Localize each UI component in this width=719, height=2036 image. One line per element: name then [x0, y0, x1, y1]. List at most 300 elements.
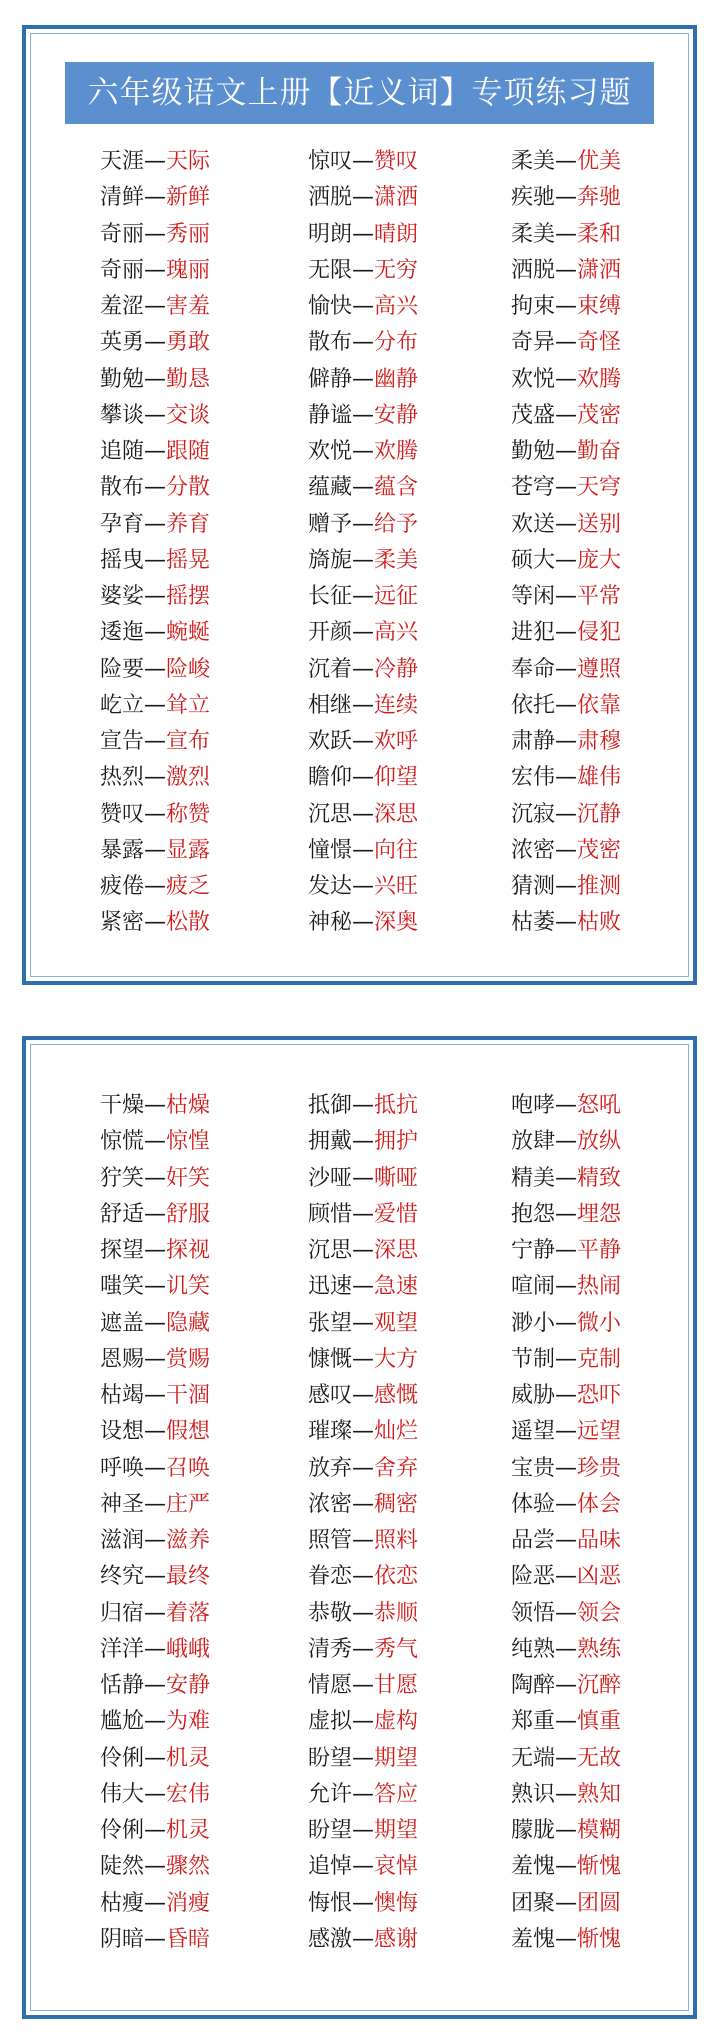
- synonym-answer: 惭愧: [577, 1926, 622, 1952]
- word-row: [26, 1306, 693, 1342]
- synonym-answer: 团圆: [577, 1890, 622, 1916]
- dash-separator: —: [144, 439, 167, 464]
- word: 虚拟: [308, 1709, 353, 1735]
- word-pair: [100, 1741, 210, 1777]
- word-pair: [511, 1849, 621, 1885]
- dash-separator: —: [352, 1745, 375, 1771]
- word: 陡然: [100, 1854, 145, 1880]
- word: 婆娑: [100, 584, 145, 609]
- word-pair: [308, 652, 418, 688]
- dash-separator: —: [555, 402, 578, 428]
- synonym-answer: 期望: [374, 1818, 419, 1843]
- word-pair: [100, 398, 210, 434]
- dash-separator: —: [144, 1201, 167, 1227]
- word-pair: [308, 1849, 418, 1885]
- word-pair: [308, 1378, 418, 1414]
- synonym-answer: 险峻: [166, 656, 211, 682]
- word: 眷恋: [308, 1564, 353, 1590]
- word: 欢送: [511, 511, 556, 537]
- word: 放肆: [511, 1129, 556, 1155]
- word-pair: [511, 362, 621, 398]
- word-pair: [511, 1922, 621, 1958]
- word-pair: [100, 1306, 210, 1342]
- synonym-answer: 远征: [374, 584, 419, 609]
- word-pair: [308, 217, 418, 253]
- dash-separator: —: [144, 1673, 167, 1698]
- word-pair: [511, 905, 621, 941]
- word-pair: [308, 1523, 418, 1559]
- word-pair: [100, 833, 210, 869]
- synonym-answer: 感慨: [374, 1383, 419, 1408]
- dash-separator: —: [555, 1419, 578, 1445]
- dash-separator: —: [144, 1528, 167, 1553]
- word: 遥望: [511, 1419, 556, 1445]
- word: 赞叹: [100, 801, 145, 827]
- dash-separator: —: [352, 1564, 375, 1590]
- synonym-answer: 依恋: [374, 1564, 419, 1590]
- word-pair: [100, 1378, 210, 1414]
- word: 照管: [308, 1528, 353, 1553]
- word-row: [26, 180, 693, 216]
- word: 依托: [511, 692, 556, 718]
- dash-separator: —: [144, 837, 167, 863]
- synonym-answer: 天际: [166, 149, 211, 174]
- dash-separator: —: [352, 366, 375, 392]
- word-row: [26, 1886, 693, 1922]
- dash-separator: —: [144, 330, 167, 356]
- word-pair: [100, 434, 210, 470]
- word: 璀璨: [308, 1419, 353, 1445]
- word-pair: [308, 1668, 418, 1704]
- word: 逶迤: [100, 620, 145, 646]
- word-row: [26, 1451, 693, 1487]
- dash-separator: —: [555, 1818, 578, 1843]
- synonym-answer: 舍弃: [374, 1455, 419, 1481]
- dash-separator: —: [555, 692, 578, 718]
- word-pair: [100, 1596, 210, 1632]
- synonym-answer: 松散: [166, 910, 211, 936]
- dash-separator: —: [555, 910, 578, 936]
- synonym-answer: 昏暗: [166, 1926, 211, 1952]
- word-pair: [100, 1088, 210, 1124]
- dash-separator: —: [352, 475, 375, 501]
- synonym-answer: 埋怨: [577, 1201, 622, 1227]
- worksheet-panel-1: [22, 25, 697, 985]
- synonym-answer: 送别: [577, 511, 622, 537]
- word: 恬静: [100, 1673, 145, 1698]
- word: 拥戴: [308, 1129, 353, 1155]
- word-grid-2: [26, 1088, 693, 1958]
- synonym-answer: 蕴含: [374, 475, 419, 501]
- dash-separator: —: [555, 1854, 578, 1880]
- dash-separator: —: [555, 475, 578, 501]
- word-pair: [100, 652, 210, 688]
- word-pair: [511, 543, 621, 579]
- word-pair: [100, 1777, 210, 1813]
- synonym-answer: 急速: [374, 1274, 419, 1300]
- word-pair: [100, 1269, 210, 1305]
- dash-separator: —: [352, 1310, 375, 1336]
- word-pair: [100, 180, 210, 216]
- synonym-answer: 给予: [374, 511, 419, 537]
- dash-separator: —: [352, 1636, 375, 1662]
- word-pair: [511, 1523, 621, 1559]
- dash-separator: —: [555, 511, 578, 537]
- synonym-answer: 峨峨: [166, 1636, 211, 1662]
- word: 险要: [100, 656, 145, 682]
- synonym-answer: 欢呼: [374, 729, 419, 754]
- word-pair: [511, 760, 621, 796]
- synonym-answer: 隐藏: [166, 1310, 211, 1336]
- word: 干燥: [100, 1093, 145, 1118]
- word: 猜测: [511, 874, 556, 899]
- word-pair: [511, 1451, 621, 1487]
- word: 神圣: [100, 1491, 145, 1517]
- word-row: [26, 652, 693, 688]
- dash-separator: —: [352, 765, 375, 791]
- word: 疾驰: [511, 185, 556, 211]
- synonym-answer: 高兴: [374, 620, 419, 646]
- word: 伶俐: [100, 1818, 145, 1843]
- dash-separator: —: [352, 656, 375, 682]
- word: 枯瘦: [100, 1890, 145, 1916]
- word-pair: [100, 579, 210, 615]
- word-pair: [511, 325, 621, 361]
- dash-separator: —: [555, 1346, 578, 1372]
- dash-separator: —: [144, 366, 167, 392]
- synonym-answer: 观望: [374, 1310, 419, 1336]
- dash-separator: —: [352, 439, 375, 464]
- dash-separator: —: [555, 257, 578, 283]
- word: 散布: [308, 330, 353, 356]
- synonym-answer: 干涸: [166, 1383, 211, 1408]
- dash-separator: —: [352, 1709, 375, 1735]
- dash-separator: —: [555, 837, 578, 863]
- dash-separator: —: [352, 1274, 375, 1300]
- word-pair: [511, 1487, 621, 1523]
- synonym-answer: 庞大: [577, 547, 622, 573]
- word: 相继: [308, 692, 353, 718]
- word-pair: [100, 1342, 210, 1378]
- word: 呼唤: [100, 1455, 145, 1481]
- word: 洒脱: [308, 185, 353, 211]
- word: 熟识: [511, 1781, 556, 1807]
- dash-separator: —: [555, 221, 578, 247]
- word-pair: [100, 1451, 210, 1487]
- dash-separator: —: [555, 1673, 578, 1698]
- dash-separator: —: [144, 185, 167, 211]
- word: 静谧: [308, 402, 353, 428]
- word-pair: [308, 1414, 418, 1450]
- synonym-answer: 舒服: [166, 1201, 211, 1227]
- word-row: [26, 434, 693, 470]
- synonym-answer: 枯败: [577, 910, 622, 936]
- word: 盼望: [308, 1818, 353, 1843]
- synonym-answer: 仰望: [374, 765, 419, 791]
- word: 攀谈: [100, 402, 145, 428]
- dash-separator: —: [144, 149, 167, 174]
- dash-separator: —: [555, 1564, 578, 1590]
- word: 情愿: [308, 1673, 353, 1698]
- synonym-answer: 无故: [577, 1745, 622, 1771]
- synonym-answer: 枯燥: [166, 1093, 211, 1118]
- word: 威胁: [511, 1383, 556, 1408]
- word: 英勇: [100, 330, 145, 356]
- word-row: [26, 724, 693, 760]
- word: 尴尬: [100, 1709, 145, 1735]
- word-pair: [100, 1124, 210, 1160]
- synonym-answer: 连续: [374, 692, 419, 718]
- word-pair: [308, 1813, 418, 1849]
- word: 舒适: [100, 1201, 145, 1227]
- synonym-answer: 答应: [374, 1781, 419, 1807]
- dash-separator: —: [352, 1346, 375, 1372]
- synonym-answer: 束缚: [577, 294, 622, 319]
- word: 抱怨: [511, 1201, 556, 1227]
- dash-separator: —: [144, 1383, 167, 1408]
- word-pair: [100, 144, 210, 180]
- word-pair: [308, 1451, 418, 1487]
- dash-separator: —: [352, 511, 375, 537]
- word-pair: [100, 1523, 210, 1559]
- word: 洒脱: [511, 257, 556, 283]
- dash-separator: —: [352, 729, 375, 754]
- synonym-answer: 安静: [166, 1673, 211, 1698]
- synonym-answer: 领会: [577, 1600, 622, 1626]
- word-pair: [511, 253, 621, 289]
- synonym-answer: 沉静: [577, 801, 622, 827]
- word-pair: [511, 1668, 621, 1704]
- word: 追悼: [308, 1854, 353, 1880]
- dash-separator: —: [352, 910, 375, 936]
- synonym-answer: 着落: [166, 1600, 211, 1626]
- word-row: [26, 217, 693, 253]
- dash-separator: —: [144, 910, 167, 936]
- word: 欢悦: [511, 366, 556, 392]
- synonym-answer: 消瘦: [166, 1890, 211, 1916]
- word: 追随: [100, 439, 145, 464]
- word: 团聚: [511, 1890, 556, 1916]
- dash-separator: —: [555, 874, 578, 899]
- word: 肃静: [511, 729, 556, 754]
- synonym-answer: 柔美: [374, 547, 419, 573]
- synonym-answer: 机灵: [166, 1818, 211, 1843]
- dash-separator: —: [144, 1600, 167, 1626]
- word-pair: [100, 289, 210, 325]
- word-row: [26, 1233, 693, 1269]
- dash-separator: —: [352, 149, 375, 174]
- word: 无限: [308, 257, 353, 283]
- word-pair: [100, 1922, 210, 1958]
- word-row: [26, 1559, 693, 1595]
- word-row: [26, 253, 693, 289]
- dash-separator: —: [144, 1346, 167, 1372]
- dash-separator: —: [555, 1310, 578, 1336]
- synonym-answer: 雄伟: [577, 765, 622, 791]
- synonym-answer: 耸立: [166, 692, 211, 718]
- dash-separator: —: [555, 765, 578, 791]
- dash-separator: —: [555, 149, 578, 174]
- synonym-answer: 潇洒: [577, 257, 622, 283]
- synonym-answer: 机灵: [166, 1745, 211, 1771]
- dash-separator: —: [144, 221, 167, 247]
- synonym-answer: 微小: [577, 1310, 622, 1336]
- word-row: [26, 543, 693, 579]
- word-row: [26, 760, 693, 796]
- synonym-answer: 茂密: [577, 402, 622, 428]
- word: 等闲: [511, 584, 556, 609]
- dash-separator: —: [144, 1854, 167, 1880]
- synonym-answer: 显露: [166, 837, 211, 863]
- synonym-answer: 激烈: [166, 765, 211, 791]
- word-pair: [308, 1596, 418, 1632]
- synonym-answer: 惭愧: [577, 1854, 622, 1880]
- synonym-answer: 感谢: [374, 1926, 419, 1952]
- word-pair: [100, 217, 210, 253]
- synonym-answer: 称赞: [166, 801, 211, 827]
- word: 悔恨: [308, 1890, 353, 1916]
- word: 郑重: [511, 1709, 556, 1735]
- synonym-answer: 嘶哑: [374, 1165, 419, 1191]
- word-row: [26, 289, 693, 325]
- dash-separator: —: [555, 1745, 578, 1771]
- synonym-answer: 讥笑: [166, 1274, 211, 1300]
- synonym-answer: 勤奋: [577, 439, 622, 464]
- dash-separator: —: [144, 547, 167, 573]
- word-row: [26, 579, 693, 615]
- dash-separator: —: [352, 1926, 375, 1952]
- word: 欢悦: [308, 439, 353, 464]
- word-pair: [308, 325, 418, 361]
- dash-separator: —: [555, 801, 578, 827]
- dash-separator: —: [144, 765, 167, 791]
- dash-separator: —: [555, 1600, 578, 1626]
- word-row: [26, 905, 693, 941]
- word-pair: [308, 362, 418, 398]
- word: 奉命: [511, 656, 556, 682]
- word-pair: [100, 1886, 210, 1922]
- synonym-answer: 欢腾: [374, 439, 419, 464]
- word: 僻静: [308, 366, 353, 392]
- word-pair: [511, 724, 621, 760]
- word-pair: [308, 253, 418, 289]
- word-pair: [100, 760, 210, 796]
- dash-separator: —: [555, 1926, 578, 1952]
- synonym-answer: 骤然: [166, 1854, 211, 1880]
- word-pair: [100, 905, 210, 941]
- word-row: [26, 1487, 693, 1523]
- synonym-answer: 分散: [166, 475, 211, 501]
- word: 热烈: [100, 765, 145, 791]
- word-pair: [100, 724, 210, 760]
- dash-separator: —: [555, 1528, 578, 1553]
- synonym-answer: 品味: [577, 1528, 622, 1553]
- synonym-answer: 赞叹: [374, 149, 419, 174]
- word-pair: [308, 289, 418, 325]
- word-pair: [308, 869, 418, 905]
- word-row: [26, 1269, 693, 1305]
- word-pair: [511, 688, 621, 724]
- dash-separator: —: [144, 1781, 167, 1807]
- word: 奇异: [511, 330, 556, 356]
- synonym-answer: 探视: [166, 1238, 211, 1263]
- dash-separator: —: [555, 1093, 578, 1118]
- word-row: [26, 1922, 693, 1958]
- word-pair: [511, 217, 621, 253]
- word-pair: [308, 905, 418, 941]
- word-pair: [308, 1741, 418, 1777]
- dash-separator: —: [555, 1709, 578, 1735]
- word-pair: [511, 1306, 621, 1342]
- word: 伶俐: [100, 1745, 145, 1771]
- word-pair: [308, 144, 418, 180]
- word-pair: [511, 1233, 621, 1269]
- synonym-answer: 爱惜: [374, 1201, 419, 1227]
- synonym-answer: 恐吓: [577, 1383, 622, 1408]
- word-pair: [100, 1668, 210, 1704]
- word-pair: [100, 543, 210, 579]
- dash-separator: —: [144, 1310, 167, 1336]
- synonym-answer: 蜿蜒: [166, 620, 211, 646]
- word: 终究: [100, 1564, 145, 1590]
- word-pair: [308, 615, 418, 651]
- dash-separator: —: [144, 402, 167, 428]
- word-pair: [100, 797, 210, 833]
- word-pair: [511, 289, 621, 325]
- word-pair: [308, 1342, 418, 1378]
- word-grid-1: [26, 144, 693, 942]
- dash-separator: —: [555, 1491, 578, 1517]
- synonym-answer: 幽静: [374, 366, 419, 392]
- dash-separator: —: [352, 1781, 375, 1807]
- word-pair: [100, 688, 210, 724]
- word-pair: [308, 760, 418, 796]
- synonym-answer: 秀气: [374, 1636, 419, 1662]
- word-pair: [308, 1922, 418, 1958]
- word-pair: [308, 1632, 418, 1668]
- synonym-answer: 勤恳: [166, 366, 211, 392]
- word: 设想: [100, 1419, 145, 1445]
- synonym-answer: 无穷: [374, 257, 419, 283]
- dash-separator: —: [352, 1455, 375, 1481]
- word-row: [26, 1378, 693, 1414]
- dash-separator: —: [144, 294, 167, 319]
- word: 放弃: [308, 1455, 353, 1481]
- synonym-answer: 潇洒: [374, 185, 419, 211]
- synonym-answer: 高兴: [374, 294, 419, 319]
- synonym-answer: 肃穆: [577, 729, 622, 754]
- dash-separator: —: [352, 1201, 375, 1227]
- synonym-answer: 体会: [577, 1491, 622, 1517]
- word-pair: [100, 1487, 210, 1523]
- word-pair: [308, 1886, 418, 1922]
- word: 勤勉: [511, 439, 556, 464]
- word-row: [26, 869, 693, 905]
- synonym-answer: 恭顺: [374, 1600, 419, 1626]
- synonym-answer: 疲乏: [166, 874, 211, 899]
- word: 宏伟: [511, 765, 556, 791]
- dash-separator: —: [144, 1745, 167, 1771]
- word: 柔美: [511, 221, 556, 247]
- word-row: [26, 1777, 693, 1813]
- word-pair: [100, 325, 210, 361]
- synonym-answer: 惊惶: [166, 1129, 211, 1155]
- word: 赠予: [308, 511, 353, 537]
- dash-separator: —: [144, 1165, 167, 1191]
- dash-separator: —: [144, 1818, 167, 1843]
- word: 惊叹: [308, 149, 353, 174]
- synonym-answer: 庄严: [166, 1491, 211, 1517]
